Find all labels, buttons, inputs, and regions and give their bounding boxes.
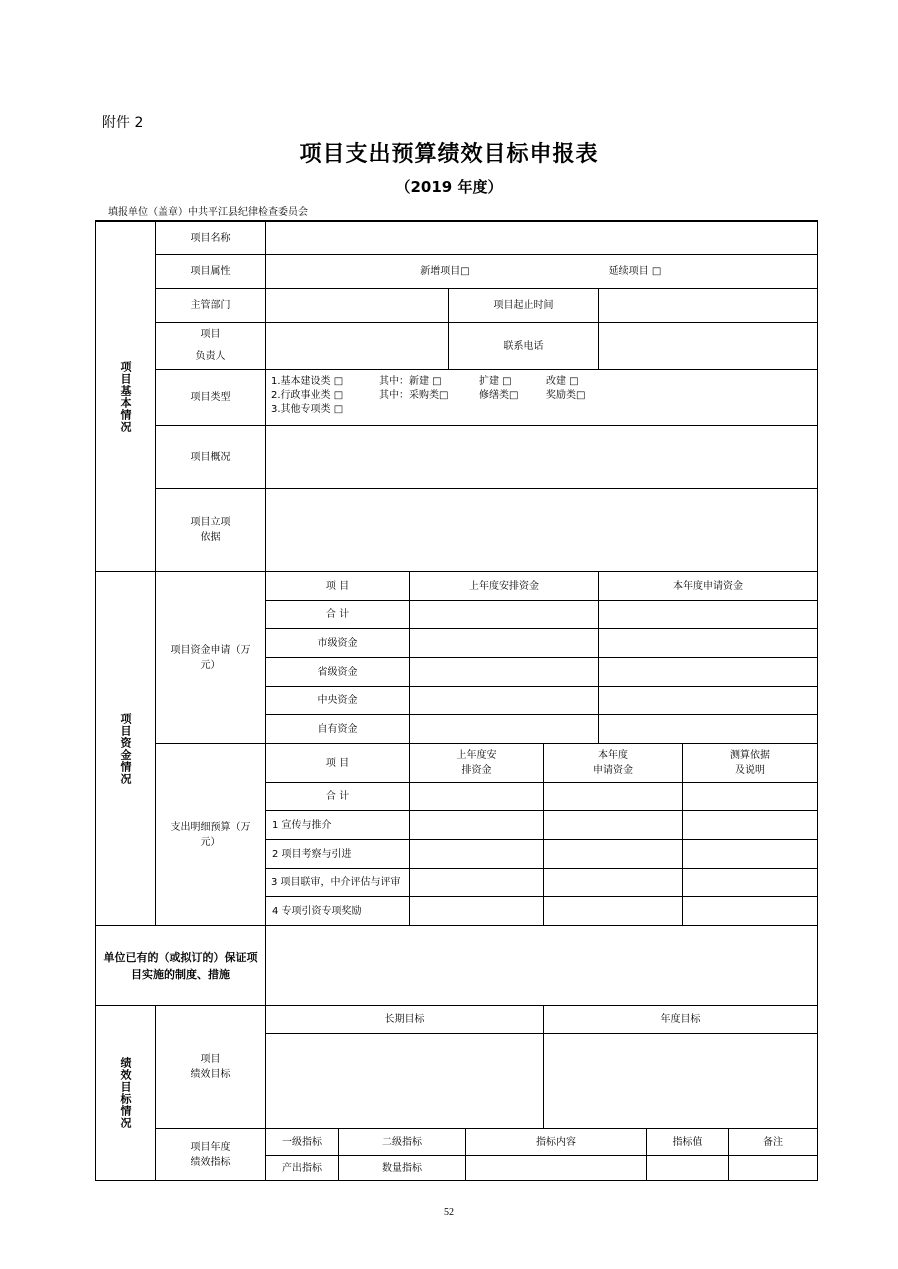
- indicator-header-level1: 一级指标: [282, 1136, 322, 1148]
- annual-goal-header: 年度目标: [660, 1014, 701, 1025]
- fund-row-label: 中央资金: [317, 695, 358, 706]
- fund-row-label: 市级资金: [317, 637, 358, 649]
- annual-indicator-label-line1: 项目年度: [190, 1141, 231, 1153]
- type-option[interactable]: 其中：采购类□: [379, 390, 449, 401]
- indicator-quantity: 数量指标: [382, 1162, 422, 1174]
- performance-goal-label-line1: 项目: [200, 1054, 221, 1065]
- expense-header-basis: 测算依据 及说明: [730, 750, 770, 776]
- long-term-goal-field[interactable]: [266, 1034, 543, 1128]
- project-period-field[interactable]: [599, 289, 817, 322]
- project-overview-label: 项目概况: [190, 451, 231, 463]
- project-period-label: 项目起止时间: [493, 300, 554, 311]
- project-basis-label-line1: 项目立项: [190, 517, 231, 528]
- indicator-output: 产出指标: [282, 1162, 322, 1174]
- type-option[interactable]: 其中：新建 □: [379, 376, 442, 387]
- type-option[interactable]: 扩建 □: [479, 376, 512, 387]
- expense-header-last-year: 上年度安 排资金: [456, 750, 497, 776]
- fund-row-label: 自有资金: [317, 723, 358, 735]
- type-option[interactable]: 3.其他专项类 □: [271, 404, 344, 415]
- indicator-header-level2: 二级指标: [382, 1136, 422, 1148]
- project-type-row: [271, 403, 606, 417]
- supervising-dept-field[interactable]: [266, 289, 448, 322]
- supervising-dept-label: 主管部门: [190, 300, 231, 311]
- project-type-row: [271, 389, 606, 403]
- annual-goal-field[interactable]: [544, 1034, 817, 1128]
- section-performance-label: 绩效目标情况: [119, 1057, 132, 1129]
- project-leader-label-line2: 负责人: [195, 351, 226, 362]
- expense-row-label: 1 宣传与推介: [272, 819, 332, 831]
- page-number: 52: [444, 1207, 454, 1218]
- fund-row-label: 合 计: [325, 609, 350, 620]
- contact-phone-label: 联系电话: [503, 340, 544, 352]
- project-basis-label: [156, 489, 265, 571]
- project-basis-field[interactable]: [266, 489, 817, 571]
- contact-phone-field[interactable]: [599, 323, 817, 369]
- fund-header-this-year: 本年度申请资金: [673, 580, 743, 592]
- expense-detail-label: 支出明细预算（万元）: [170, 821, 251, 848]
- type-option[interactable]: 改建 □: [546, 376, 579, 387]
- indicator-header-remark: 备注: [763, 1136, 783, 1148]
- project-leader-field[interactable]: [266, 323, 448, 369]
- expense-row-label: 3 项目联审，中介评估与评审: [271, 877, 401, 888]
- fund-application-label: 项目资金申请（万元）: [170, 644, 251, 671]
- expense-row-label: 4 专项引资专项奖励: [272, 905, 362, 917]
- type-option[interactable]: 修缮类□: [479, 390, 519, 401]
- project-attribute-label: 项目属性: [190, 266, 231, 277]
- attachment-label: 附件 2: [102, 115, 144, 131]
- continuing-project-checkbox[interactable]: 延续项目 □: [608, 266, 662, 277]
- expense-row-label: 合 计: [325, 791, 350, 802]
- filling-unit: 填报单位（盖章）中共平江县纪律检查委员会: [108, 207, 308, 218]
- fund-header-item: 项 目: [325, 580, 350, 592]
- border-line: [95, 1180, 818, 1181]
- project-type-row: [271, 375, 606, 389]
- fund-row-label: 省级资金: [317, 666, 358, 678]
- form-year: （2019 年度）: [395, 178, 503, 196]
- project-overview-field[interactable]: [266, 426, 817, 488]
- project-type-options[interactable]: [271, 375, 606, 417]
- indicator-header-value: 指标值: [672, 1136, 703, 1148]
- section-funding-label: 项目资金情况: [119, 712, 132, 785]
- section-basic-info-label: 项目基本情况: [119, 360, 132, 433]
- project-leader-label: [156, 323, 265, 369]
- implementation-measures-field[interactable]: [266, 926, 817, 1005]
- form-title: 项目支出预算绩效目标申报表: [299, 142, 599, 167]
- border-line: [817, 220, 818, 1181]
- type-option[interactable]: 奖励类□: [546, 390, 586, 401]
- project-leader-label-line1: 项目: [200, 329, 221, 340]
- new-project-checkbox[interactable]: 新增项目□: [420, 266, 470, 277]
- type-option[interactable]: 1.基本建设类 □: [271, 376, 344, 387]
- project-basis-label-line2: 依据: [200, 532, 221, 543]
- expense-header-item: 项 目: [325, 757, 350, 769]
- performance-goal-label: [156, 1006, 265, 1128]
- project-name-field[interactable]: [266, 222, 817, 254]
- annual-indicator-label-line2: 绩效指标: [190, 1156, 231, 1168]
- fund-header-last-year: 上年度安排资金: [469, 580, 539, 592]
- performance-goal-label-line2: 绩效目标: [190, 1069, 231, 1080]
- project-type-label: 项目类型: [190, 392, 231, 403]
- annual-indicator-label: [156, 1129, 265, 1180]
- indicator-header-content: 指标内容: [536, 1136, 576, 1148]
- project-name-label: 项目名称: [190, 232, 231, 244]
- long-term-goal-header: 长期目标: [384, 1014, 425, 1025]
- expense-row-label: 2 项目考察与引进: [272, 848, 352, 860]
- type-option[interactable]: 2.行政事业类 □: [271, 390, 344, 401]
- expense-header-this-year: 本年度 申请资金: [593, 750, 633, 776]
- implementation-measures-label: 单位已有的（或拟订的）保证项目实施的制度、措施: [103, 950, 258, 981]
